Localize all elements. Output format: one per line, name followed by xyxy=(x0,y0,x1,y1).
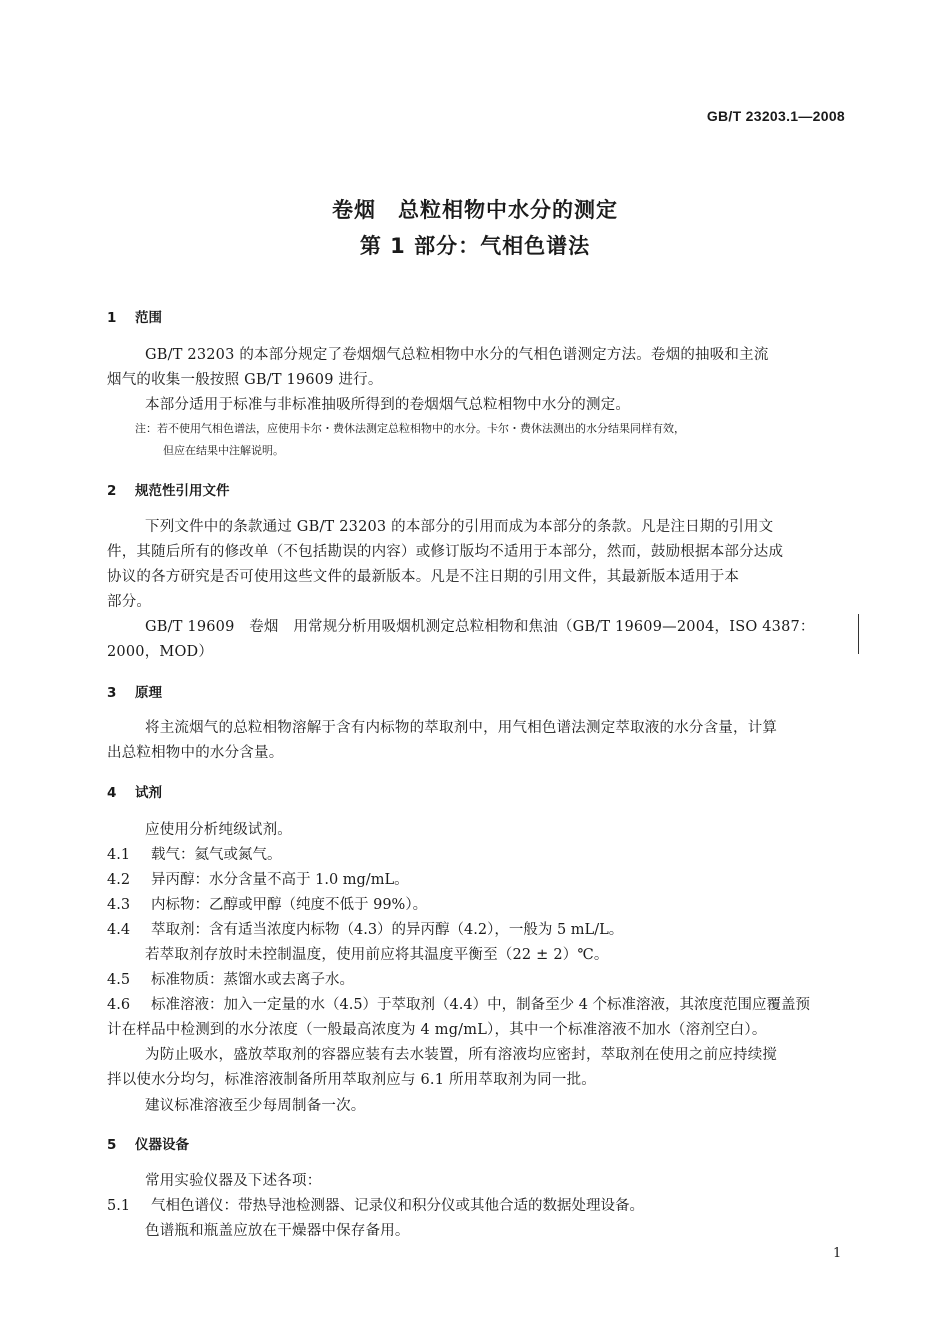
standard-code: GB/T 23203.1—2008 xyxy=(706,108,845,124)
page-subtitle: 第 1 部分：气相色谱法 xyxy=(359,234,591,258)
paragraph-line: GB/T 23203 的本部分规定了卷烟烟气总粒相物中水分的气相色谱测定方法。卷烟的抽吸和主流 xyxy=(145,347,769,363)
section-title: 规范性引用文件 xyxy=(135,483,230,499)
list-item xyxy=(107,968,354,989)
item-number: 4.4 xyxy=(107,922,131,938)
item-text: 载气：氦气或氮气。 xyxy=(151,847,282,863)
list-item xyxy=(107,993,810,1014)
item-number: 4.1 xyxy=(107,847,131,863)
paragraph-line: 色谱瓶和瓶盖应放在干燥器中保存备用。 xyxy=(145,1223,410,1239)
item-number: 4.6 xyxy=(107,997,131,1013)
paragraph-line: 拌以使水分均匀，标准溶液制备所用萃取剂应与 6.1 所用萃取剂为同一批。 xyxy=(107,1072,596,1088)
section-1-heading xyxy=(107,306,162,326)
paragraph-line: 出总粒相物中的水分含量。 xyxy=(107,745,284,761)
item-number: 5.1 xyxy=(107,1198,131,1214)
page-title: 卷烟 总粒相物中水分的测定 xyxy=(332,198,618,222)
margin-rule xyxy=(858,614,859,654)
paragraph-line: 应使用分析纯级试剂。 xyxy=(145,822,292,838)
paragraph-line: 部分。 xyxy=(107,594,152,610)
paragraph-line: 为防止吸水，盛放萃取剂的容器应装有去水装置，所有溶液均应密封，萃取剂在使用之前应持续搅 xyxy=(145,1047,778,1063)
paragraph-line: 件，其随后所有的修改单（不包括勘误的内容）或修订版均不适用于本部分，然而，鼓励根据本部分达成 xyxy=(107,544,784,560)
list-item xyxy=(107,868,409,889)
paragraph-line: 本部分适用于标准与非标准抽吸所得到的卷烟烟气总粒相物中水分的测定。 xyxy=(145,397,631,413)
paragraph-line: 常用实验仪器及下述各项： xyxy=(145,1173,322,1189)
reference-line: GB/T 19609 卷烟 用常规分析用吸烟机测定总粒相物和焦油（GB/T 19609—2004，ISO 4387： xyxy=(145,619,815,635)
section-number: 2 xyxy=(107,483,117,499)
section-2-heading xyxy=(107,479,230,499)
list-item xyxy=(107,893,427,914)
reference-line: 2000，MOD） xyxy=(107,644,214,660)
section-3-heading xyxy=(107,681,162,701)
list-item xyxy=(107,843,282,864)
section-title: 试剂 xyxy=(135,785,162,801)
list-item xyxy=(107,918,623,939)
section-number: 1 xyxy=(107,310,117,326)
item-text: 标准物质：蒸馏水或去离子水。 xyxy=(151,972,354,988)
paragraph-line: 将主流烟气的总粒相物溶解于含有内标物的萃取剂中，用气相色谱法测定萃取液的水分含量，计算 xyxy=(145,720,778,736)
section-5-heading xyxy=(107,1133,189,1153)
paragraph-line: 建议标准溶液至少每周制备一次。 xyxy=(145,1098,366,1114)
paragraph-line: 烟气的收集一般按照 GB/T 19609 进行。 xyxy=(107,372,383,388)
section-number: 5 xyxy=(107,1137,117,1153)
page-number: 1 xyxy=(833,1246,842,1261)
item-text: 气相色谱仪：带热导池检测器、记录仪和积分仪或其他合适的数据处理设备。 xyxy=(151,1198,644,1214)
section-4-heading xyxy=(107,781,162,801)
paragraph-line: 计在样品中检测到的水分浓度（一般最高浓度为 4 mg/mL），其中一个标准溶液不加水（溶剂空白）。 xyxy=(107,1022,767,1038)
section-title: 仪器设备 xyxy=(135,1137,189,1153)
paragraph-line: 下列文件中的条款通过 GB/T 23203 的本部分的引用而成为本部分的条款。凡是注日期的引用文 xyxy=(145,519,774,535)
item-number: 4.3 xyxy=(107,897,131,913)
item-number: 4.2 xyxy=(107,872,131,888)
item-text: 标准溶液：加入一定量的水（4.5）于萃取剂（4.4）中，制备至少 4 个标准溶液，其浓度范围应覆盖预 xyxy=(151,997,811,1013)
section-number: 3 xyxy=(107,685,117,701)
item-text: 萃取剂：含有适当浓度内标物（4.3）的异丙醇（4.2），一般为 5 mL/L。 xyxy=(151,922,624,938)
note-line: 注：若不使用气相色谱法，应使用卡尔・费休法测定总粒相物中的水分。卡尔・费休法测出的水分结果同样有效， xyxy=(135,422,685,435)
list-item xyxy=(107,1194,644,1215)
section-title: 范围 xyxy=(135,310,162,326)
section-title: 原理 xyxy=(135,685,162,701)
note-line: 但应在结果中注解说明。 xyxy=(163,444,284,457)
item-text: 内标物：乙醇或甲醇（纯度不低于 99%）。 xyxy=(151,897,428,913)
paragraph-line: 若萃取剂存放时未控制温度，使用前应将其温度平衡至（22 ± 2）℃。 xyxy=(145,947,609,963)
section-number: 4 xyxy=(107,785,117,801)
paragraph-line: 协议的各方研究是否可使用这些文件的最新版本。凡是不注日期的引用文件，其最新版本适用于本 xyxy=(107,569,740,585)
item-number: 4.5 xyxy=(107,972,131,988)
item-text: 异丙醇：水分含量不高于 1.0 mg/mL。 xyxy=(151,872,409,888)
